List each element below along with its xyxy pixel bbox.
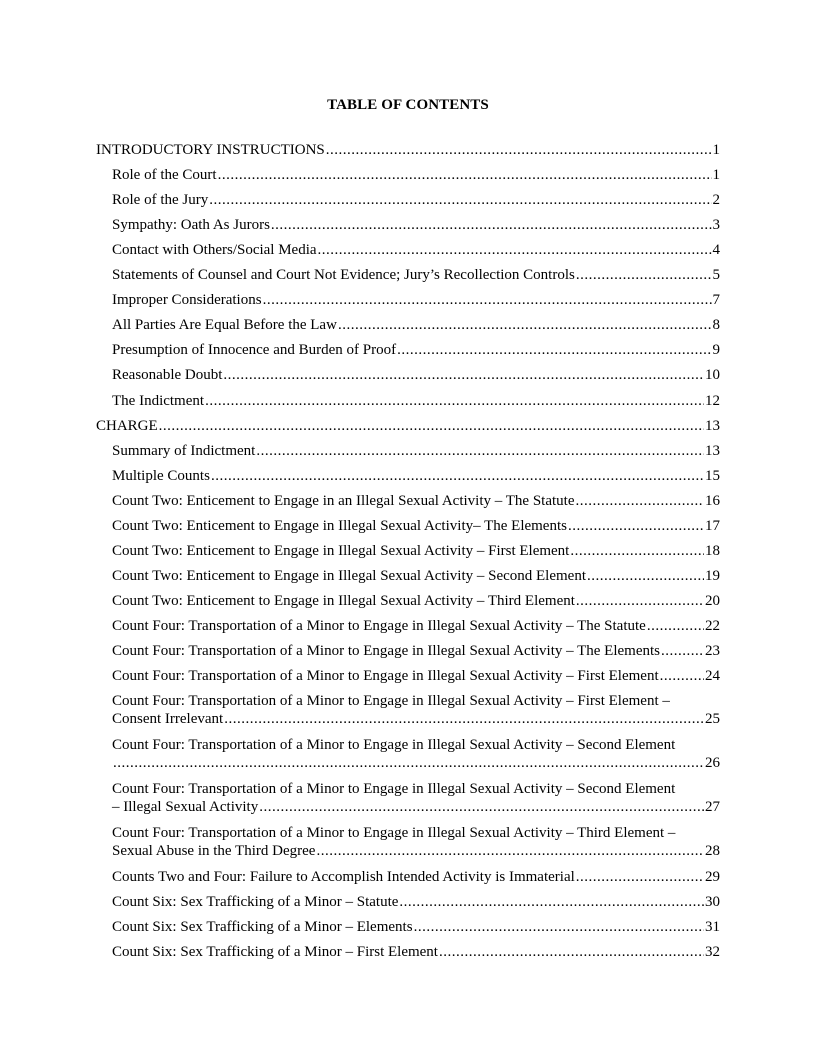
toc-page-number: 16 bbox=[705, 492, 720, 509]
toc-entry-title-line1: Count Four: Transportation of a Minor to Engage in Illegal Sexual Activity – First Element – bbox=[112, 693, 670, 710]
toc-entry-title: Count Six: Sex Trafficking of a Minor – Statute bbox=[112, 894, 399, 911]
toc-entry[interactable] bbox=[96, 517, 720, 535]
toc-page-number: 26 bbox=[705, 755, 720, 772]
toc-page-number: 2 bbox=[712, 192, 720, 209]
dot-leader bbox=[576, 592, 704, 610]
dot-leader bbox=[576, 868, 704, 886]
toc-entry[interactable] bbox=[96, 492, 720, 510]
toc-section-entry[interactable] bbox=[96, 141, 720, 159]
toc-entry-title: Count Six: Sex Trafficking of a Minor – First Element bbox=[112, 944, 438, 961]
toc-entry-title: CHARGE bbox=[96, 417, 158, 434]
dot-leader bbox=[159, 417, 704, 435]
toc-entry-title: Count Two: Enticement to Engage in Illegal Sexual Activity – Second Element bbox=[112, 567, 586, 584]
toc-page-number: 25 bbox=[705, 711, 720, 728]
toc-page-number: 8 bbox=[712, 317, 720, 334]
toc-entry[interactable] bbox=[96, 918, 720, 936]
toc-page-number: 22 bbox=[705, 617, 720, 634]
dot-leader bbox=[568, 517, 704, 535]
toc-entry-title: Count Two: Enticement to Engage in Illegal Sexual Activity– The Elements bbox=[112, 517, 567, 534]
toc-entry-title: All Parties Are Equal Before the Law bbox=[112, 317, 337, 334]
dot-leader bbox=[271, 216, 712, 234]
toc-entry[interactable] bbox=[96, 692, 720, 728]
dot-leader bbox=[397, 341, 711, 359]
dot-leader bbox=[263, 291, 712, 309]
toc-entry[interactable] bbox=[96, 392, 720, 410]
toc-page-number: 1 bbox=[712, 167, 720, 184]
dot-leader bbox=[439, 943, 704, 961]
toc-page-number: 3 bbox=[712, 217, 720, 234]
toc-entry-title: Consent Irrelevant bbox=[112, 711, 224, 728]
toc-entry-title: Role of the Jury bbox=[112, 192, 209, 209]
toc-entry-title-line1: Count Four: Transportation of a Minor to Engage in Illegal Sexual Activity – Third Element – bbox=[112, 825, 676, 842]
toc-page-number: 19 bbox=[705, 567, 720, 584]
toc-entry-title: Role of the Court bbox=[112, 167, 217, 184]
toc-entry[interactable] bbox=[96, 617, 720, 635]
toc-page-number: 31 bbox=[705, 919, 720, 936]
toc-entry-title: Count Four: Transportation of a Minor to Engage in Illegal Sexual Activity – First Element bbox=[112, 668, 659, 685]
toc-entry[interactable] bbox=[96, 442, 720, 460]
toc-entry[interactable] bbox=[96, 366, 720, 384]
dot-leader bbox=[661, 642, 704, 660]
toc-page-number: 18 bbox=[705, 542, 720, 559]
toc-entry-title: Summary of Indictment bbox=[112, 442, 256, 459]
toc-entry[interactable] bbox=[96, 241, 720, 259]
dot-leader bbox=[316, 842, 704, 860]
dot-leader bbox=[259, 798, 704, 816]
toc-entry-title: Multiple Counts bbox=[112, 467, 210, 484]
toc-entry-title: Counts Two and Four: Failure to Accomplish Intended Activity is Immaterial bbox=[112, 869, 575, 886]
toc-page-number: 27 bbox=[705, 799, 720, 816]
dot-leader bbox=[587, 567, 704, 585]
toc-page-number: 20 bbox=[705, 592, 720, 609]
toc-page-number: 32 bbox=[705, 944, 720, 961]
toc-entry-title: Count Two: Enticement to Engage in Illegal Sexual Activity – First Element bbox=[112, 542, 570, 559]
dot-leader bbox=[218, 166, 712, 184]
toc-entry[interactable] bbox=[96, 191, 720, 209]
toc-entry-title: Presumption of Innocence and Burden of Proof bbox=[112, 342, 397, 359]
dot-leader bbox=[338, 316, 712, 334]
toc-page-number: 13 bbox=[705, 442, 720, 459]
toc-entry[interactable] bbox=[96, 943, 720, 961]
page-title: TABLE OF CONTENTS bbox=[327, 97, 489, 113]
toc-entry-title: Count Four: Transportation of a Minor to Engage in Illegal Sexual Activity – The Statute bbox=[112, 617, 646, 634]
toc-entry-title: Count Four: Transportation of a Minor to Engage in Illegal Sexual Activity – The Elements bbox=[112, 643, 660, 659]
toc-entry[interactable] bbox=[96, 266, 720, 284]
toc-entry[interactable] bbox=[96, 667, 720, 685]
toc-entry-title: Statements of Counsel and Court Not Evidence; Jury’s Recollection Controls bbox=[112, 267, 575, 284]
toc-page-number: 30 bbox=[705, 894, 720, 911]
toc-entry-title: Count Six: Sex Trafficking of a Minor – Elements bbox=[112, 919, 413, 936]
toc-entry-title: INTRODUCTORY INSTRUCTIONS bbox=[96, 142, 325, 158]
dot-leader bbox=[256, 442, 704, 460]
toc-section-entry[interactable] bbox=[96, 417, 720, 435]
toc-entry-title: Contact with Others/Social Media bbox=[112, 242, 317, 259]
toc-page-number: 15 bbox=[705, 467, 720, 484]
toc-page-number: 4 bbox=[712, 242, 720, 259]
toc-page-number: 5 bbox=[712, 267, 720, 284]
toc-page-number: 9 bbox=[712, 342, 720, 359]
dot-leader bbox=[575, 492, 704, 510]
dot-leader bbox=[113, 754, 704, 772]
toc-entry[interactable] bbox=[96, 592, 720, 610]
toc-entry[interactable] bbox=[96, 166, 720, 184]
dot-leader bbox=[399, 893, 704, 911]
dot-leader bbox=[647, 617, 704, 635]
dot-leader bbox=[576, 266, 712, 284]
toc-entry[interactable] bbox=[96, 542, 720, 560]
toc-page-number: 23 bbox=[705, 643, 720, 659]
toc-entry[interactable] bbox=[96, 341, 720, 359]
toc-entry[interactable] bbox=[96, 780, 720, 816]
toc-entry-title: Count Two: Enticement to Engage in an Illegal Sexual Activity – The Statute bbox=[112, 492, 575, 509]
toc-entry[interactable] bbox=[96, 291, 720, 309]
dot-leader bbox=[326, 141, 712, 159]
toc-entry[interactable] bbox=[96, 893, 720, 911]
toc-entry-title-line1: Count Four: Transportation of a Minor to Engage in Illegal Sexual Activity – Second Element bbox=[112, 737, 676, 754]
dot-leader bbox=[223, 366, 704, 384]
toc-page-number: 28 bbox=[705, 843, 720, 860]
toc-entry[interactable] bbox=[96, 642, 720, 660]
dot-leader bbox=[205, 392, 704, 410]
toc-page-number: 13 bbox=[705, 417, 720, 434]
toc-entry[interactable] bbox=[96, 216, 720, 234]
toc-entry[interactable] bbox=[96, 868, 720, 886]
dot-leader bbox=[209, 191, 711, 209]
toc-entry[interactable] bbox=[96, 736, 720, 772]
toc-entry-title: Count Two: Enticement to Engage in Illegal Sexual Activity – Third Element bbox=[112, 592, 575, 609]
toc-entry-title: Reasonable Doubt bbox=[112, 367, 223, 384]
toc-entry-title: Sexual Abuse in the Third Degree bbox=[112, 843, 316, 860]
dot-leader bbox=[224, 710, 704, 728]
toc-page-number: 29 bbox=[705, 869, 720, 886]
toc-page-number: 17 bbox=[705, 517, 720, 534]
dot-leader bbox=[660, 667, 704, 685]
toc-page-number: 10 bbox=[705, 367, 720, 384]
toc-page-number: 7 bbox=[712, 292, 720, 309]
toc-entry-title: Sympathy: Oath As Jurors bbox=[112, 217, 270, 234]
toc-entry-title: – Illegal Sexual Activity bbox=[112, 799, 259, 816]
toc-entry[interactable] bbox=[96, 824, 720, 860]
toc-entry-title: Improper Considerations bbox=[112, 292, 262, 309]
dot-leader bbox=[414, 918, 704, 936]
dot-leader bbox=[211, 467, 704, 485]
toc-page-number: 24 bbox=[705, 668, 720, 685]
toc-page-number: 1 bbox=[712, 142, 720, 158]
toc-page-number: 12 bbox=[705, 392, 720, 409]
toc-entry-title: The Indictment bbox=[112, 392, 205, 409]
toc-entry[interactable] bbox=[96, 316, 720, 334]
dot-leader bbox=[318, 241, 712, 259]
dot-leader bbox=[570, 542, 704, 560]
toc-entry[interactable] bbox=[96, 567, 720, 585]
toc-entry-title-line1: Count Four: Transportation of a Minor to Engage in Illegal Sexual Activity – Second Element bbox=[112, 781, 676, 798]
toc-entry[interactable] bbox=[96, 467, 720, 485]
